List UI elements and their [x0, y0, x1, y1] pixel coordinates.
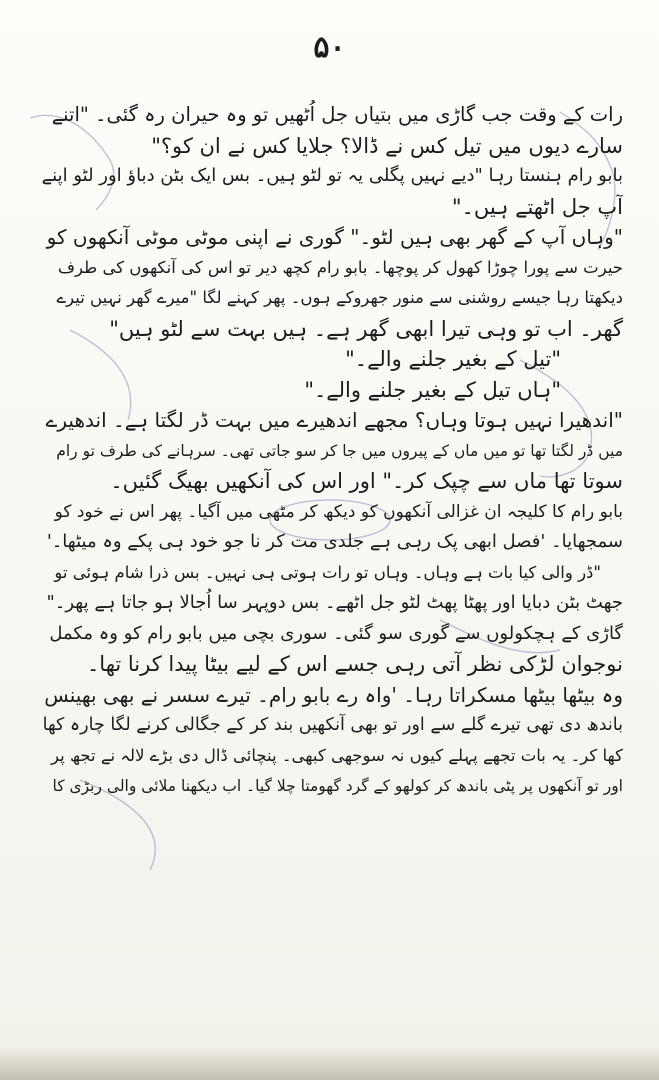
text-line: رات کے وقت جب گاڑی میں بتیاں جل اُٹھیں تو وہ حیران رہ گئی۔ "اتنے: [51, 103, 623, 126]
page-number: ۵۰: [313, 30, 346, 65]
paragraph: [42, 497, 623, 558]
paragraph: [42, 405, 623, 497]
text-line: اور تو آنکھوں پر پٹی باندھ کر کولھو کے گرد گھومتا چلا گیا۔ اب دیکھنا ملائی والی ربڑی کا: [52, 777, 623, 795]
text-line: میں ڈر لگتا تھا تو میں ماں کے پیروں میں جا کر سو جاتی تھی۔ سرہانے کی طرف تو رام: [56, 441, 623, 460]
text-line: سارے دیوں میں تیل کس نے ڈالا؟ جلایا کس نے ان کو؟": [151, 133, 623, 158]
text-line: گاڑی کے ہچکولوں سے گوری سو گئی۔ سوری بچی میں بابو رام کو وہ مکمل: [49, 622, 623, 644]
paragraph: [42, 344, 623, 375]
paragraph: [42, 100, 623, 161]
text-line: آپ جل اٹھتے ہیں۔": [451, 194, 623, 219]
text-line: باندھ دی تھی تیرے گلے سے اور تو بھی آنکھیں بند کر کے جگالی کرنے لگا چارہ کھا: [42, 715, 623, 735]
paragraph: [42, 558, 623, 619]
text-line: گھر۔ اب تو وہی تیرا ابھی گھر ہے۔ ہیں بہت سے لٹو ہیں": [109, 316, 623, 341]
text-line: دیکھتا رہا جیسے روشنی سے منور جھروکے ہوں۔ پھر کہنے لگا "میرے گھر نہیں تیرے: [56, 288, 623, 307]
text-line: نوجوان لڑکی نظر آتی رہی جسے اس کے لیے بیٹا پیدا کرنا تھا۔: [86, 652, 623, 676]
body-text: [42, 100, 623, 802]
paragraph: [42, 375, 623, 406]
text-line: "وہاں آپ کے گھر بھی ہیں لٹو۔" گوری نے اپنی موٹی موٹی آنکھوں کو: [46, 225, 623, 249]
text-line: بابو رام ہنستا رہا "دیے نہیں پگلی یہ تو لٹو ہیں۔ بس ایک بٹن دباؤ اور لٹو اپنے: [42, 165, 623, 186]
text-line: "تیل کے بغیر جلنے والے۔": [345, 347, 561, 371]
paragraph: [42, 161, 623, 222]
text-line: جھٹ بٹن دبایا اور پھٹا پھٹ لٹو جل اٹھے۔ بس دوپہر سا اُجالا ہو جاتا ہے پھر۔": [46, 592, 623, 613]
text-line: سوتا تھا ماں سے چپک کر۔" اور اس کی آنکھیں بھیگ گئیں۔: [110, 469, 623, 493]
text-line: بابو رام کا کلیجہ ان غزالی آنکھوں کو دیکھ کر مٹھی میں آگیا۔ پھر اس نے خود کو: [54, 501, 623, 522]
text-line: وہ بیٹھا بیٹھا مسکراتا رہا۔ 'واہ رے بابو رام۔ تیرے سسر نے بھی بھینس: [44, 682, 623, 707]
paragraph: [42, 222, 623, 344]
text-line: حیرت سے پورا چوڑا کھول کر پوچھا۔ بابو رام کچھ دیر تو اس کی آنکھوں کی طرف: [57, 257, 623, 277]
text-line: "اندھیرا نہیں ہوتا وہاں؟ مجھے اندھیرے میں بہت ڈر لگتا ہے۔ اندھیرے: [45, 408, 623, 432]
paragraph: [42, 619, 623, 680]
paragraph: [42, 680, 623, 802]
text-line: "ڈر والی کیا بات ہے وہاں۔ وہاں تو رات ہوتی ہی نہیں۔ بس ذرا شام ہوئی تو: [54, 562, 601, 582]
text-line: سمجھایا۔ 'فصل ابھی پک رہی ہے جلدی مت کر نا جو خود ہی پکے وہ میٹھا۔': [46, 531, 623, 552]
text-line: کھا کر۔ یہ بات تجھے پہلے کیوں نہ سوجھی کبھی۔ پنچائی ڈال دی بڑے لالہ نے تجھ پر: [51, 745, 623, 765]
text-line: "ہاں تیل کے بغیر جلنے والے۔": [304, 377, 561, 402]
